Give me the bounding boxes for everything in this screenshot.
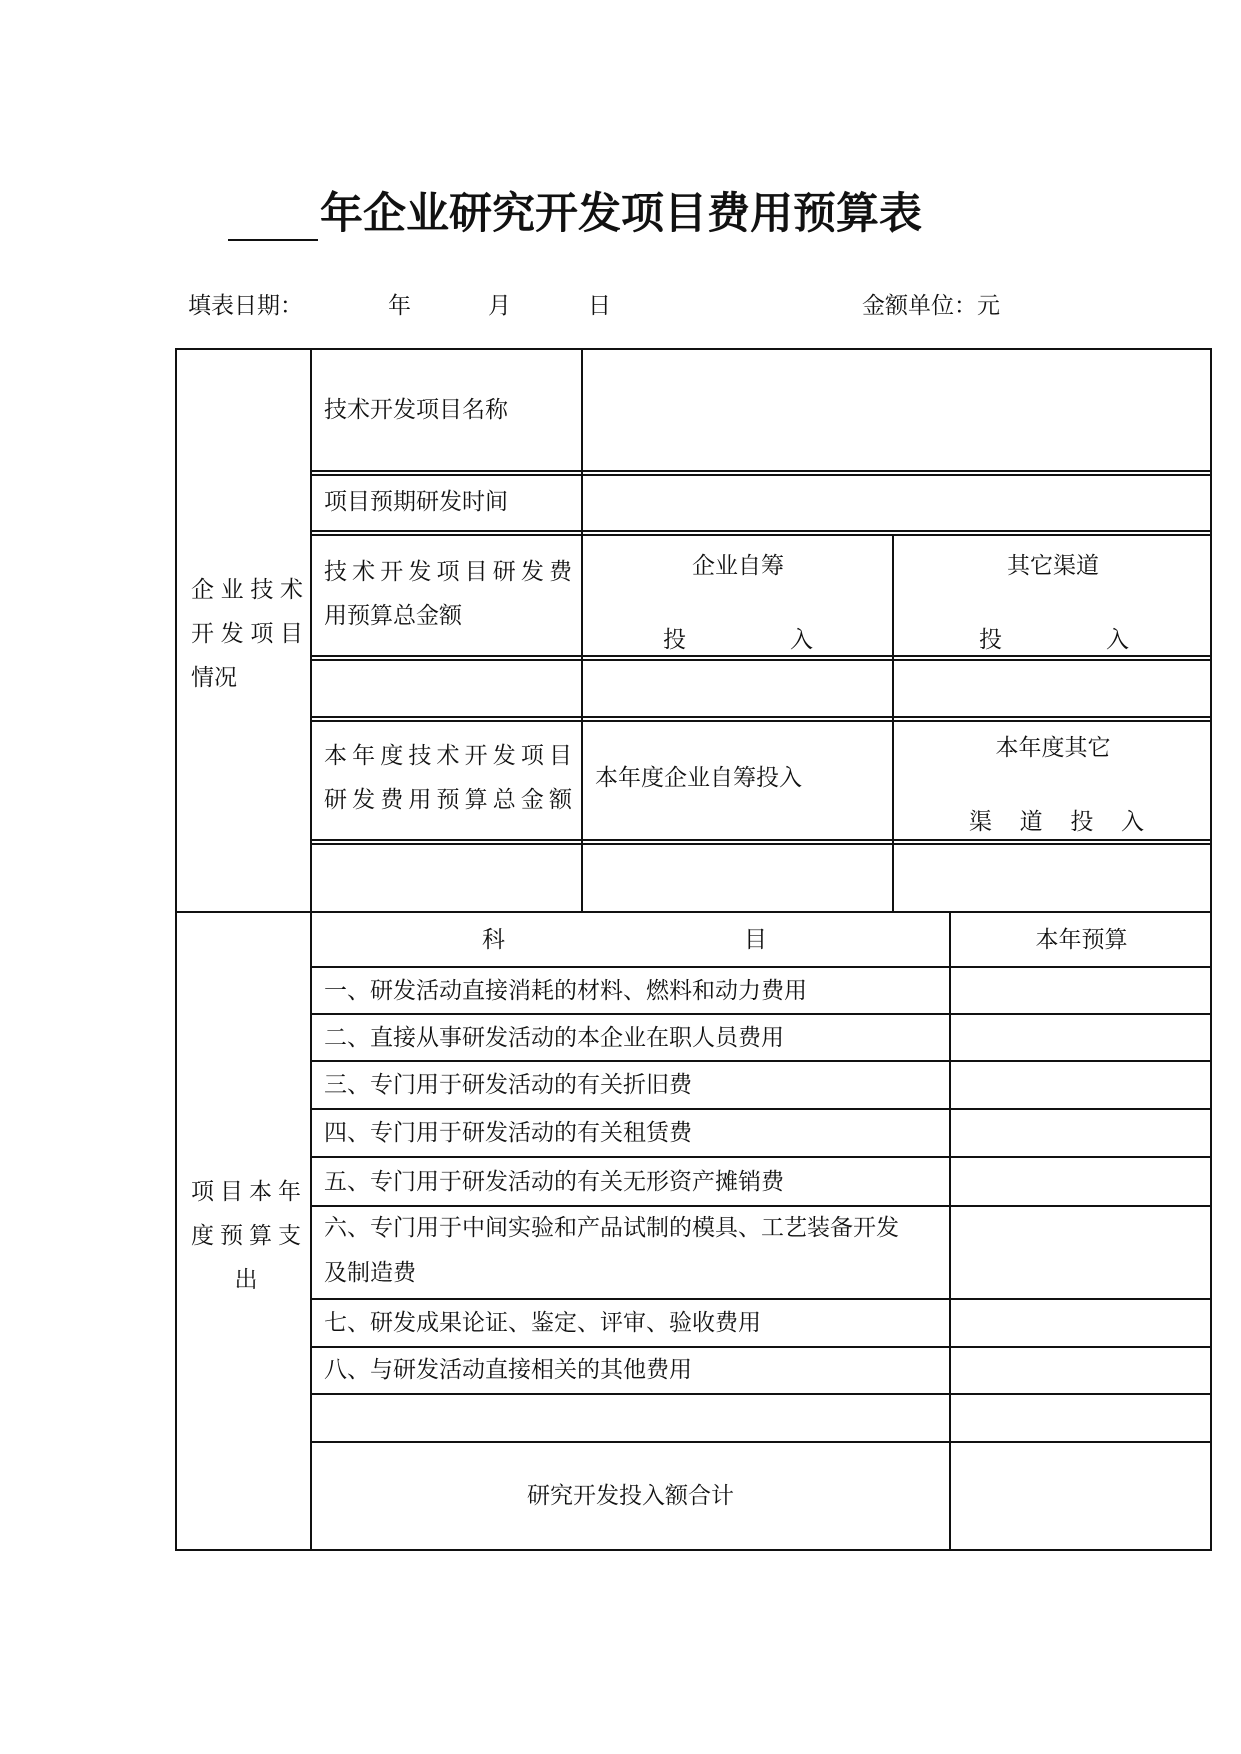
other-channel-field[interactable] <box>894 661 1212 716</box>
year-budget-field[interactable] <box>312 845 581 911</box>
year-blank[interactable] <box>228 195 318 241</box>
budget-field-1[interactable] <box>951 968 1212 1013</box>
year-other-subheader: 渠 道 投 入 <box>969 809 1144 835</box>
year-other-header: 本年度其它 <box>995 735 1111 761</box>
self-funded-header: 企业自筹 <box>692 553 784 579</box>
project-time-field[interactable] <box>585 476 1212 530</box>
other-channel-subheader: 投 入 <box>979 627 1129 653</box>
expense-item-2: 二、直接从事研发活动的本企业在职人员费用 <box>324 1025 784 1051</box>
day-label: 日 <box>588 293 611 319</box>
expense-item-5: 五、专门用于研发活动的有关无形资产摊销费 <box>324 1169 784 1195</box>
budget-field-4[interactable] <box>951 1110 1212 1156</box>
total-label: 研究开发投入额合计 <box>527 1483 734 1509</box>
budget-table <box>175 348 1212 1551</box>
expense-item-8: 八、与研发活动直接相关的其他费用 <box>324 1357 692 1383</box>
year-other-field[interactable] <box>894 845 1212 911</box>
section-company-project-label: 企 业 技 术 开 发 项 目 情况 <box>191 577 303 691</box>
total-budget-field[interactable] <box>951 1443 1212 1551</box>
project-name-label: 技术开发项目名称 <box>324 397 508 423</box>
project-name-field[interactable] <box>585 350 1212 470</box>
budget-field-blank[interactable] <box>951 1395 1212 1441</box>
budget-field-8[interactable] <box>951 1348 1212 1393</box>
fill-date-label: 填表日期： <box>188 293 303 319</box>
page-title: 年企业研究开发项目费用预算表 <box>228 180 922 241</box>
expense-item-7: 七、研发成果论证、鉴定、评审、验收费用 <box>324 1310 761 1336</box>
other-channel-header: 其它渠道 <box>1007 553 1099 579</box>
budget-field-6[interactable] <box>951 1207 1212 1298</box>
expense-item-1: 一、研发活动直接消耗的材料、燃料和动力费用 <box>324 978 807 1004</box>
total-budget-label: 技 术 开 发 项 目 研 发 费 用预算总金额 <box>324 559 572 629</box>
budget-field-5[interactable] <box>951 1158 1212 1205</box>
project-time-label: 项目预期研发时间 <box>324 489 508 515</box>
year-self-funded-label: 本年度企业自筹投入 <box>595 765 802 791</box>
section-annual-expense-label: 项 目 本 年 度 预 算 支 出 <box>191 1179 301 1293</box>
amount-unit-label: 金额单位：元 <box>862 293 1000 319</box>
year-label: 年 <box>388 293 411 319</box>
self-funded-subheader: 投 入 <box>663 627 813 653</box>
budget-field-7[interactable] <box>951 1300 1212 1346</box>
expense-item-4: 四、专门用于研发活动的有关租赁费 <box>324 1120 692 1146</box>
subject-header: 科 目 <box>482 927 767 953</box>
budget-field-3[interactable] <box>951 1062 1212 1108</box>
self-funded-field[interactable] <box>583 661 892 716</box>
year-self-funded-field[interactable] <box>583 845 892 911</box>
expense-item-6-continued: 及制造费 <box>324 1260 416 1286</box>
month-label: 月 <box>488 293 511 319</box>
annual-budget-header: 本年预算 <box>1035 927 1128 953</box>
budget-field-2[interactable] <box>951 1015 1212 1060</box>
year-budget-label: 本 年 度 技 术 开 发 项 目 研 发 费 用 预 算 总 金 额 <box>324 743 572 813</box>
expense-item-3: 三、专门用于研发活动的有关折旧费 <box>324 1072 692 1098</box>
blank-item-row[interactable] <box>312 1395 949 1441</box>
total-budget-field[interactable] <box>312 661 581 716</box>
expense-item-6: 六、专门用于中间实验和产品试制的模具、工艺装备开发 <box>324 1215 899 1241</box>
